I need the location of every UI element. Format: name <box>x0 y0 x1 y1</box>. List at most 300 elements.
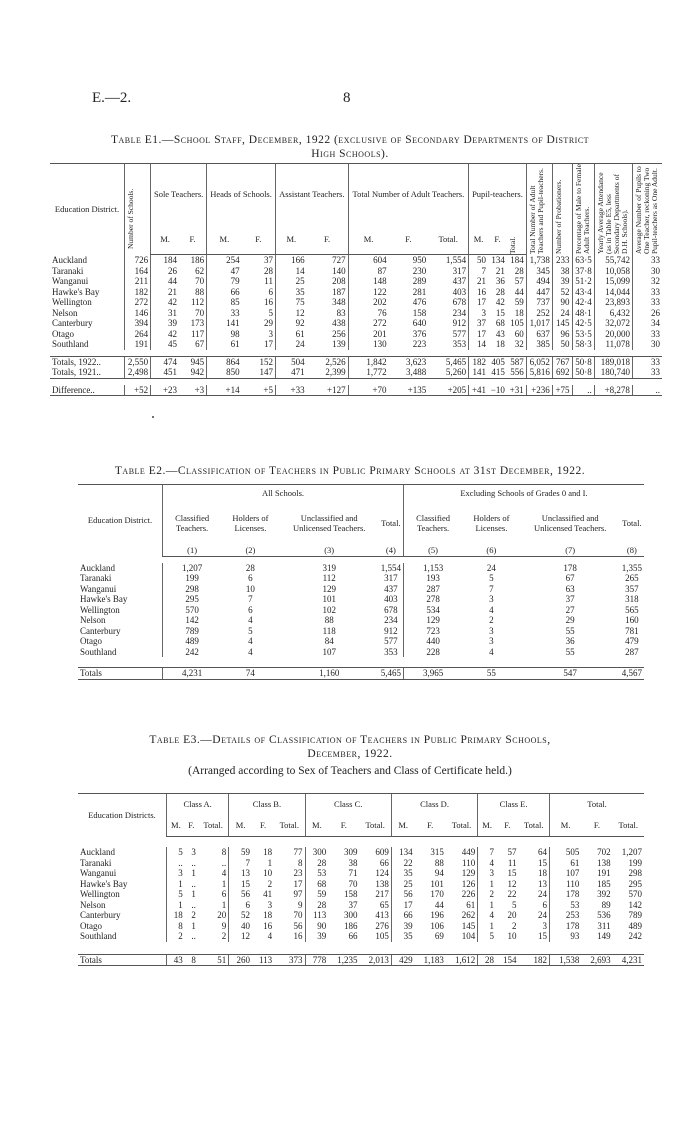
cell-value: 18 <box>514 307 524 318</box>
cell-value: 83 <box>336 307 346 318</box>
cell-value: 504 <box>275 356 306 367</box>
cell-value: 148 <box>348 276 388 287</box>
cell-value: 106 <box>430 920 444 931</box>
cell-value: 43·4 <box>572 287 594 298</box>
row-label: Wellington <box>80 889 120 899</box>
sub-total: Total. <box>198 814 229 837</box>
cell-value: +135 <box>389 385 429 396</box>
cell-value: 1 <box>191 889 196 899</box>
cell-value: 3 <box>489 594 494 604</box>
cell-value: 27 <box>565 604 575 615</box>
col-probationers: Number of Probationers. <box>552 164 572 255</box>
cell-value: 637 <box>526 329 552 340</box>
cell-value: 17 <box>391 900 414 911</box>
cell-value: 28 <box>495 286 505 297</box>
cell-value: 2 <box>221 931 227 941</box>
cell-value: 413 <box>375 910 389 920</box>
cell-value: 7 <box>478 847 496 858</box>
cell-value: 25 <box>391 879 414 890</box>
table-row <box>78 847 644 858</box>
table-row <box>78 563 644 574</box>
table-row <box>78 584 644 595</box>
cell-value: 767 <box>552 356 572 367</box>
cell-value: 22 <box>391 858 414 869</box>
cell-value: 185 <box>597 878 611 889</box>
cell-value: 38 <box>552 266 572 277</box>
sub-f: F. <box>496 814 519 837</box>
cell-value: 90 <box>305 921 328 932</box>
cell-value: 37 <box>348 899 358 910</box>
sub-f: F. <box>415 814 446 837</box>
cell-value: 547 <box>521 668 620 680</box>
cell-value: 505 <box>549 847 581 858</box>
cell-value: +127 <box>307 385 349 396</box>
cell-value: −10 <box>488 385 507 396</box>
cell-value: 6 <box>268 286 273 297</box>
cell-value: 107 <box>322 646 336 657</box>
sub-f: F. <box>307 224 349 255</box>
cell-value: 1 <box>221 899 227 910</box>
cell-value: 587 <box>507 356 526 367</box>
table-e2-caption <box>40 464 660 478</box>
sub-f: F. <box>389 224 429 255</box>
cell-value: 1,160 <box>280 668 379 680</box>
cell-value: 37 <box>469 318 488 329</box>
cell-value: 298 <box>163 584 222 595</box>
cell-value: 353 <box>384 646 398 657</box>
cell-value: 6 <box>221 889 227 899</box>
cell-value: 440 <box>403 636 462 647</box>
cell-value: 15 <box>537 857 547 868</box>
cell-value: .. <box>572 385 594 396</box>
cell-value: 140 <box>332 265 346 276</box>
totals-row <box>50 356 662 367</box>
row-label: Wanganui <box>52 276 89 286</box>
row-label: Totals <box>78 954 167 966</box>
cell-value: 912 <box>452 318 467 328</box>
cell-value: 24 <box>275 339 306 350</box>
cell-value: 2,526 <box>307 356 349 367</box>
cell-value: 33 <box>632 255 662 266</box>
cell-value: 640 <box>412 318 427 328</box>
sub-m: M. <box>305 814 328 837</box>
table-e2-caption-line: Table E2.—Classification of Teachers in Public Primary Schools at 31st December, 1922. <box>114 465 586 477</box>
cell-value: 193 <box>403 573 462 584</box>
cell-value: 74 <box>221 668 279 680</box>
cell-value: 39 <box>552 276 572 287</box>
cell-value: 230 <box>412 265 427 276</box>
cell-value: 77 <box>293 847 303 857</box>
totals-row <box>78 954 644 966</box>
col-total: Total. <box>622 517 642 528</box>
cell-value: 233 <box>552 255 572 266</box>
col-excluding: Excluding Schools of Grades 0 and I. <box>403 485 644 502</box>
cell-value: 58·3 <box>572 339 594 350</box>
cell-value: 8 <box>221 847 227 857</box>
cell-value: 28 <box>478 954 496 966</box>
cell-value: 166 <box>275 255 306 266</box>
cell-value: 737 <box>526 297 552 308</box>
cell-value: 35 <box>391 931 414 942</box>
cell-value: 55,742 <box>594 255 632 266</box>
cell-value: 13 <box>229 868 252 879</box>
cell-value: 164 <box>125 266 151 277</box>
cell-value: 61 <box>466 899 476 910</box>
cell-value: 105 <box>510 318 524 328</box>
cell-value: 1,842 <box>348 356 388 367</box>
cell-value: +33 <box>275 385 306 396</box>
sub-f: F. <box>185 814 198 837</box>
cell-value: 604 <box>348 255 388 266</box>
cell-value: 152 <box>242 356 276 367</box>
cell-value: 10 <box>245 583 255 594</box>
cell-value: 32,072 <box>594 318 632 329</box>
cell-value: 141 <box>207 318 242 329</box>
row-label: Totals, 1921.. <box>50 367 125 378</box>
table-row <box>78 921 644 932</box>
cell-value: 187 <box>332 286 346 297</box>
cell-value: 6 <box>542 899 547 910</box>
table-row <box>78 889 644 900</box>
cell-value: 10 <box>263 868 273 878</box>
totals-row <box>50 367 662 378</box>
cell-value: +23 <box>151 385 179 396</box>
cell-value: 1 <box>221 878 227 889</box>
cell-value: 134 <box>491 255 505 265</box>
cell-value: 31 <box>151 308 179 319</box>
table-e1 <box>50 163 662 396</box>
cell-value: 4,231 <box>163 668 222 680</box>
cell-value: 56 <box>229 889 252 900</box>
row-label: Southland <box>52 339 89 349</box>
row-label: Wellington <box>80 604 120 615</box>
sub-m: M. <box>167 814 185 837</box>
cell-value: 1 <box>478 879 496 890</box>
cell-value: 609 <box>375 847 389 857</box>
cell-value: 5 <box>248 625 253 636</box>
cell-value: 55 <box>565 646 575 657</box>
cell-value: 191 <box>597 868 611 878</box>
cell-value: 489 <box>628 920 642 931</box>
cell-value: 113 <box>252 954 274 966</box>
cell-value: 3 <box>542 920 547 931</box>
cell-value: 494 <box>526 276 552 287</box>
page-number: 8 <box>343 90 351 106</box>
cell-value: 30 <box>632 339 662 350</box>
cell-value: 942 <box>179 367 207 378</box>
cell-value: 3 <box>478 868 496 879</box>
cell-value: 577 <box>384 636 398 646</box>
cell-value: 41 <box>263 889 273 899</box>
cell-value: 178 <box>563 562 577 573</box>
cell-value: 138 <box>375 878 389 889</box>
cell-value: 24 <box>537 889 547 899</box>
cell-value: 59 <box>514 297 524 307</box>
cell-value: 11 <box>507 857 517 868</box>
cell-value: 8 <box>185 954 198 966</box>
table-row <box>50 297 662 308</box>
cell-value: +3 <box>179 385 207 396</box>
cell-value: 6 <box>229 900 252 911</box>
cell-value: 118 <box>322 625 336 636</box>
cell-value: 223 <box>412 339 427 349</box>
cell-value: 199 <box>628 857 642 868</box>
cell-value: 37 <box>565 594 575 604</box>
cell-value: 134 <box>391 847 414 858</box>
cell-value: 158 <box>343 889 358 899</box>
cell-value: 12 <box>507 878 517 889</box>
cell-value: 2,693 <box>581 954 612 966</box>
col-pupil: Pupil-teachers. <box>469 164 527 225</box>
cell-value: 1 <box>191 920 196 931</box>
cell-value: 28 <box>305 900 328 911</box>
cell-value: .. <box>167 858 185 869</box>
cell-value: 570 <box>628 889 642 899</box>
cell-value: 300 <box>343 910 358 920</box>
cell-value: 23,893 <box>594 297 632 308</box>
cell-value: 394 <box>125 318 151 329</box>
cell-value: 11,078 <box>594 339 632 350</box>
table-row <box>50 255 662 266</box>
cell-value: 154 <box>496 954 519 966</box>
cell-value: 5,465 <box>379 668 404 680</box>
cell-value: 33 <box>632 367 662 378</box>
cell-value: 33 <box>632 287 662 298</box>
row-label: Southland <box>80 646 117 657</box>
cell-value: 1,538 <box>549 954 581 966</box>
cell-value: 70 <box>348 878 358 889</box>
cell-value: 4,231 <box>613 954 644 966</box>
sub-total: Total. <box>359 814 391 837</box>
cell-value: 570 <box>163 605 222 616</box>
cell-value: 1 <box>167 879 185 890</box>
cell-value: 7 <box>229 858 252 869</box>
cell-value: 39 <box>305 931 328 942</box>
col-number: (4) <box>379 545 404 556</box>
cell-value: 37 <box>263 255 273 265</box>
cell-value: 71 <box>348 868 358 878</box>
cell-value: 42 <box>151 329 179 340</box>
cell-value: 15,099 <box>594 276 632 287</box>
table-row <box>78 858 644 869</box>
cell-value: 353 <box>452 339 467 349</box>
cell-value: 89 <box>601 899 611 910</box>
cell-value: 1,612 <box>446 954 478 966</box>
cell-value: 42 <box>151 297 179 308</box>
sub-m: M. <box>549 814 581 837</box>
cell-value: 146 <box>125 308 151 319</box>
cell-value: 64 <box>537 847 547 857</box>
cell-value: 318 <box>625 594 639 604</box>
col-number: (8) <box>620 545 644 556</box>
table-row <box>78 647 644 658</box>
cell-value: 88 <box>195 286 205 297</box>
cell-value: 60 <box>514 328 524 339</box>
row-label: Wellington <box>52 297 92 307</box>
cell-value: 22 <box>507 889 517 899</box>
cell-value: 112 <box>322 573 336 583</box>
cell-value: +236 <box>526 385 552 396</box>
cell-value: 66 <box>379 857 389 868</box>
row-label: Otago <box>80 920 102 931</box>
cell-value: 451 <box>151 367 179 378</box>
cell-value: 129 <box>461 868 476 878</box>
cell-value: 53 <box>305 868 328 879</box>
cell-value: 18 <box>263 847 273 857</box>
cell-value: 264 <box>125 329 151 340</box>
cell-value: 403 <box>452 286 467 297</box>
row-label: Taranaki <box>52 265 84 276</box>
cell-value: 45 <box>151 339 179 350</box>
cell-value: 44 <box>434 899 444 910</box>
col-heads: Heads of Schools. <box>207 164 276 225</box>
cell-value: 565 <box>625 604 639 615</box>
cell-value: 912 <box>384 625 398 636</box>
cell-value: 256 <box>332 328 346 339</box>
cell-value: 8 <box>298 857 303 868</box>
table-row <box>50 318 662 329</box>
cell-value: 52 <box>229 910 252 921</box>
cell-value: 178 <box>549 921 581 932</box>
cell-value: 1,772 <box>348 367 388 378</box>
cell-value: 122 <box>348 287 388 298</box>
sub-total: Total. <box>274 814 305 837</box>
cell-value: 2 <box>512 920 517 931</box>
cell-value: 29 <box>565 615 575 625</box>
cell-value: 4 <box>478 910 496 921</box>
cell-value: 84 <box>324 636 334 646</box>
cell-value: 21 <box>151 287 179 298</box>
table-e3-caption-line2: December, 1922. <box>307 748 393 760</box>
cell-value: 15 <box>495 307 505 318</box>
cell-value: 16 <box>263 297 273 307</box>
cell-value: 43 <box>495 328 505 339</box>
cell-value: +31 <box>507 385 526 396</box>
table-row <box>78 910 644 921</box>
cell-value: 112 <box>190 297 205 307</box>
cell-value: 4 <box>478 858 496 869</box>
cell-value: 65 <box>379 899 389 910</box>
cell-value: 260 <box>229 954 252 966</box>
cell-value: 1,183 <box>415 954 446 966</box>
cell-value: +205 <box>428 385 468 396</box>
sub-m: M. <box>478 814 496 837</box>
cell-value: 2,498 <box>125 367 151 378</box>
cell-value: 476 <box>412 297 427 307</box>
cell-value: 10,058 <box>594 266 632 277</box>
cell-value: 76 <box>348 308 388 319</box>
sub-f: F. <box>488 224 507 255</box>
cell-value: 295 <box>628 878 642 889</box>
cell-value: 28 <box>305 858 328 869</box>
cell-value: 61 <box>207 339 242 350</box>
cell-value: .. <box>191 899 196 910</box>
cell-value: 6 <box>248 604 253 615</box>
col-total: Total. <box>381 517 401 528</box>
cell-value: 2 <box>167 931 185 942</box>
cell-value: 4 <box>489 646 494 657</box>
cell-value: 44 <box>151 276 179 287</box>
cell-value: 2 <box>478 889 496 900</box>
sub-f: F. <box>581 814 612 837</box>
cell-value: 1,738 <box>526 255 552 266</box>
col-class-c: Class C. <box>305 794 391 815</box>
cell-value: 16 <box>469 287 488 298</box>
cell-value: 4 <box>248 646 253 657</box>
cell-value: 3,623 <box>389 356 429 367</box>
cell-value: 3 <box>191 847 196 857</box>
cell-value: 36 <box>565 636 575 646</box>
table-e1-caption-line1: Table E1.—School Staff, December, 1922 (exclusive of Secondary Departments of District <box>110 134 590 146</box>
row-label: Hawke's Bay <box>80 878 128 889</box>
cell-value: .. <box>221 857 227 868</box>
col-holders: Holders of Licenses. <box>232 512 269 533</box>
table-row <box>50 287 662 298</box>
cell-value: 105 <box>375 931 389 941</box>
cell-value: 24 <box>486 562 496 573</box>
cell-value: 130 <box>348 339 388 350</box>
table-e3-caption-line1: Table E3.—Details of Classification of Teachers in Public Primary Schools, <box>149 734 551 746</box>
sub-total: Total. <box>519 814 550 837</box>
cell-value: 68 <box>495 318 505 328</box>
row-label: Hawke's Bay <box>52 286 100 297</box>
cell-value: 678 <box>384 604 398 615</box>
cell-value: 1 <box>478 921 496 932</box>
cell-value: 68 <box>305 879 328 890</box>
cell-value: 87 <box>348 266 388 277</box>
cell-value: 21 <box>495 265 505 276</box>
cell-value: 52 <box>552 287 572 298</box>
table-row <box>50 329 662 340</box>
cell-value: 471 <box>275 367 306 378</box>
row-label: Otago <box>52 328 74 339</box>
cell-value: 90 <box>552 297 572 308</box>
cell-value: 437 <box>384 583 398 594</box>
cell-value: 158 <box>412 307 427 318</box>
cell-value: 36 <box>495 276 505 286</box>
cell-value: 70 <box>293 910 303 920</box>
cell-value: 101 <box>430 878 444 889</box>
table-e1-caption-line2: High Schools). <box>311 148 389 160</box>
cell-value: 18 <box>263 910 273 920</box>
sub-f: F. <box>252 814 274 837</box>
cell-value: 1 <box>478 900 496 911</box>
cell-value: 3,488 <box>389 367 429 378</box>
cell-value: 97 <box>293 889 303 899</box>
cell-value: 577 <box>452 328 467 339</box>
cell-value: 69 <box>434 931 444 941</box>
difference-row <box>50 385 662 396</box>
cell-value: 29 <box>263 318 273 328</box>
cell-value: .. <box>191 857 196 868</box>
cell-value: 102 <box>322 604 336 615</box>
cell-value: 489 <box>163 636 222 647</box>
cell-value: 39 <box>151 318 179 329</box>
cell-value: 5 <box>478 931 496 942</box>
cell-value: 278 <box>403 594 462 605</box>
sub-f: F. <box>179 224 207 255</box>
cell-value: 3 <box>268 328 273 339</box>
cell-value: 139 <box>332 339 346 349</box>
cell-value: 44 <box>514 286 524 297</box>
cell-value: 28 <box>263 265 273 276</box>
cell-value: 265 <box>625 573 639 583</box>
cell-value: 20 <box>507 910 517 920</box>
sub-f: F. <box>328 814 359 837</box>
sub-total: Total. <box>613 814 644 837</box>
cell-value: 62 <box>195 265 205 276</box>
cell-value: 226 <box>461 889 476 899</box>
